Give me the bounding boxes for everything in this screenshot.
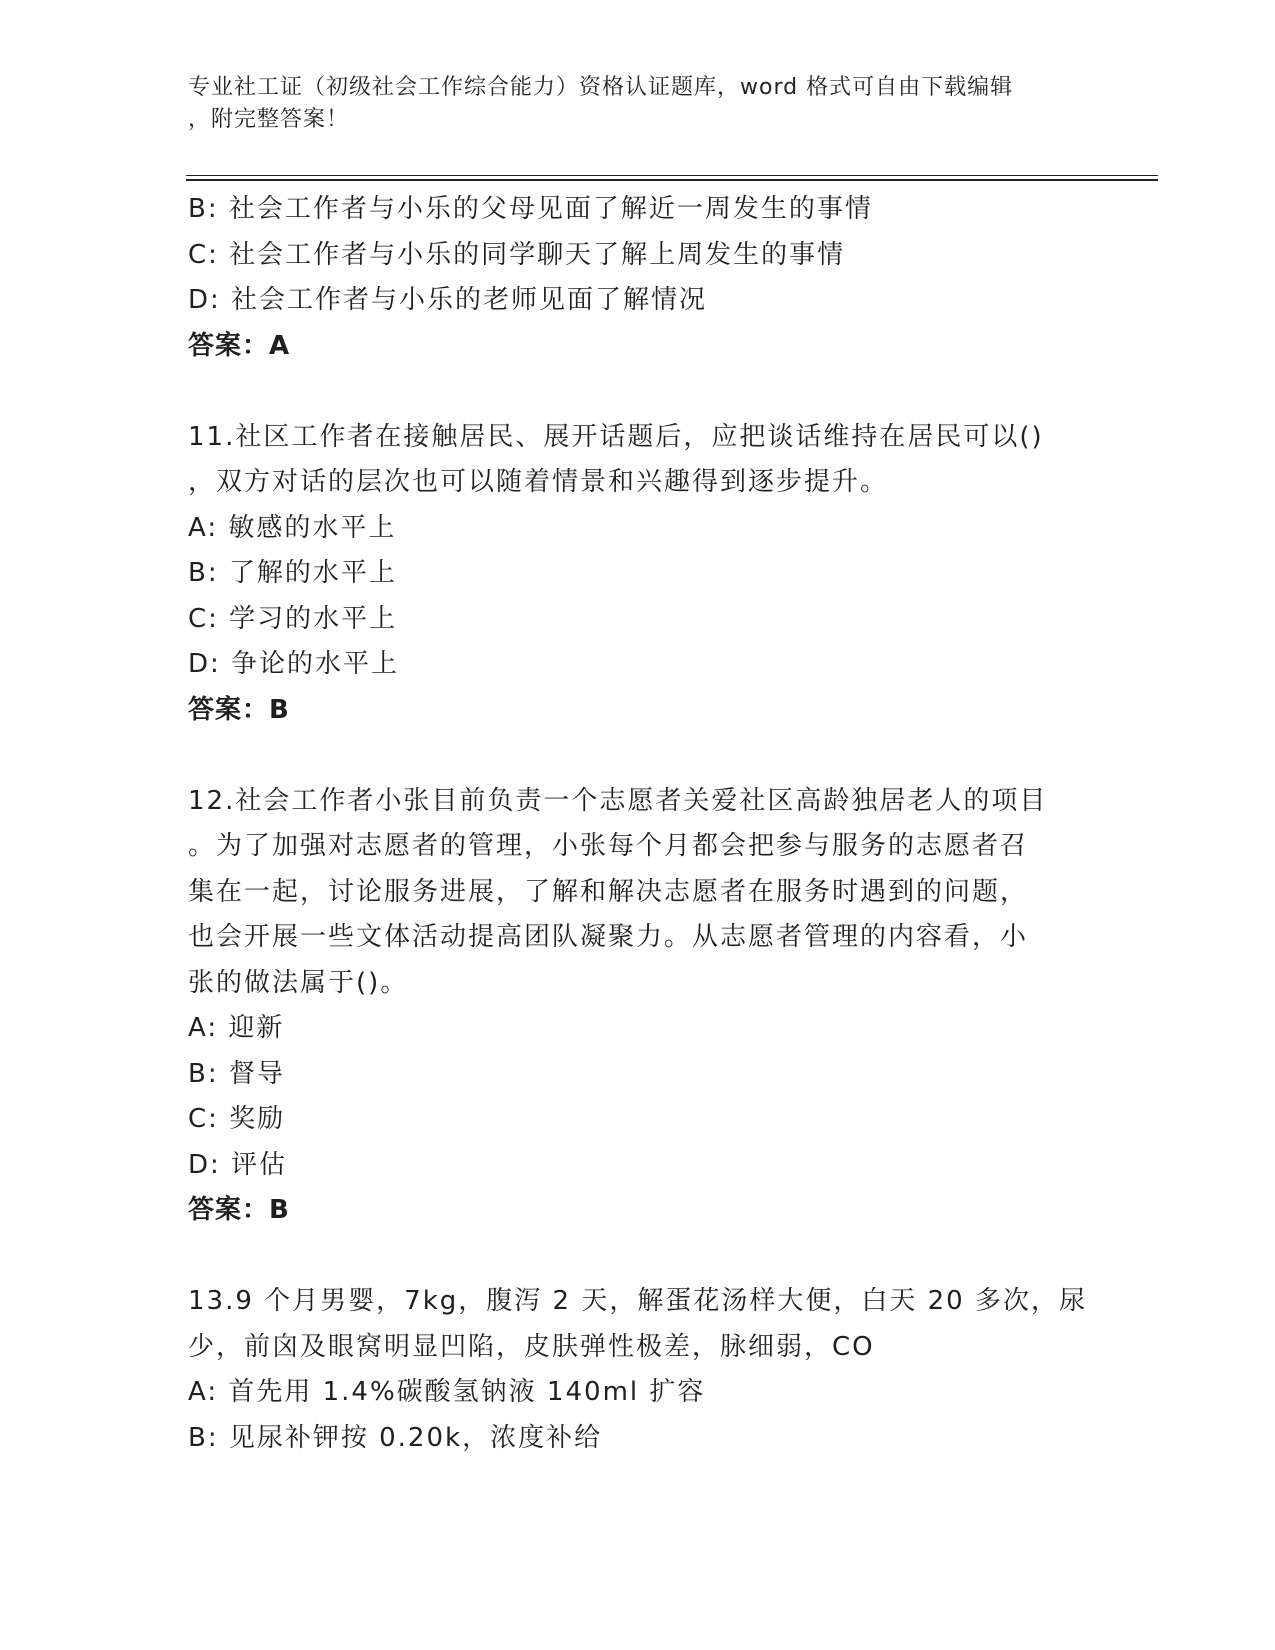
- question-stem: ，双方对话的层次也可以随着情景和兴趣得到逐步提升。: [188, 467, 889, 497]
- option-a: A: 敏感的水平上: [188, 512, 397, 543]
- question-13: [188, 1279, 1088, 1461]
- answer: 答案：B: [188, 694, 290, 725]
- question-11: [188, 415, 1088, 734]
- question-stem: 13.9 个月男婴，7kg，腹泻 2 天，解蛋花汤样大便，白天 20 多次，尿: [188, 1286, 1087, 1316]
- option-c: C: 社会工作者与小乐的同学聊天了解上周发生的事情: [188, 239, 846, 270]
- option-a: A: 首先用 1.4%碳酸氢钠液 140ml 扩容: [188, 1377, 706, 1407]
- header-divider-thin: [186, 175, 1158, 176]
- document-header: [188, 72, 1068, 136]
- header-line-1: 专业社工证（初级社会工作综合能力）资格认证题库，word 格式可自由下载编辑: [188, 75, 1014, 100]
- option-b: B: 见尿补钾按 0.20k，浓度补给: [188, 1422, 603, 1453]
- option-b: B: 督导: [188, 1058, 285, 1089]
- question-stem: 也会开展一些文体活动提高团队凝聚力。从志愿者管理的内容看，小: [188, 922, 1029, 952]
- option-a: A: 迎新: [188, 1013, 285, 1043]
- header-divider-thick: [186, 179, 1158, 181]
- question-stem: 11.社区工作者在接触居民、展开话题后，应把谈话维持在居民可以(): [188, 421, 1044, 452]
- question-list: [188, 187, 1088, 1461]
- question-10: [188, 187, 1088, 369]
- header-line-2: ，附完整答案！: [188, 107, 350, 132]
- question-stem: 集在一起，讨论服务进展，了解和解决志愿者在服务时遇到的问题，: [188, 876, 1029, 907]
- spacer: [188, 369, 1088, 415]
- option-d: D: 社会工作者与小乐的老师见面了解情况: [188, 285, 708, 315]
- question-stem: 12.社会工作者小张目前负责一个志愿者关爱社区高龄独居老人的项目: [188, 785, 1048, 816]
- option-d: D: 争论的水平上: [188, 649, 400, 679]
- option-c: C: 奖励: [188, 1104, 286, 1134]
- question-stem: 。为了加强对志愿者的管理，小张每个月都会把参与服务的志愿者召: [188, 831, 1029, 861]
- spacer: [188, 1234, 1088, 1280]
- question-stem: 张的做法属于()。: [188, 967, 409, 998]
- option-c: C: 学习的水平上: [188, 603, 398, 634]
- option-d: D: 评估: [188, 1149, 288, 1180]
- question-12: [188, 779, 1088, 1234]
- question-stem: 少，前囟及眼窝明显凹陷，皮肤弹性极差，脉细弱，CO: [188, 1331, 875, 1362]
- answer: 答案：A: [188, 330, 291, 361]
- option-b: B: 了解的水平上: [188, 558, 397, 588]
- answer: 答案：B: [188, 1195, 290, 1225]
- option-b: B: 社会工作者与小乐的父母见面了解近一周发生的事情: [188, 194, 873, 224]
- spacer: [188, 733, 1088, 779]
